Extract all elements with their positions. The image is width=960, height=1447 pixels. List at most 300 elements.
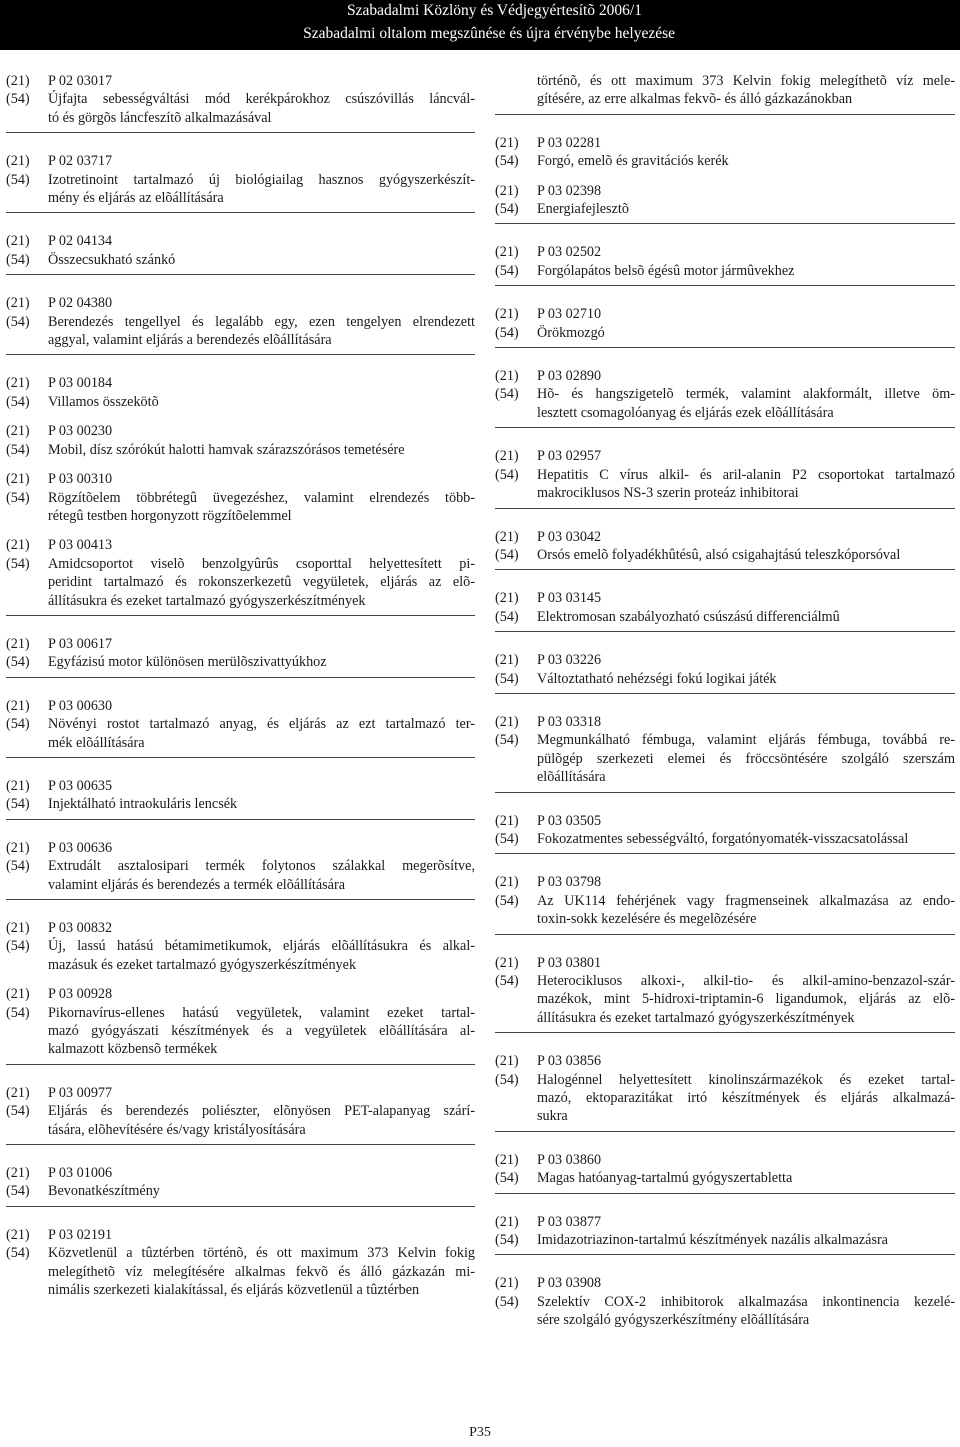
field-code: (21) <box>495 954 519 971</box>
section-divider <box>495 569 955 570</box>
patent-entry <box>6 697 475 752</box>
entry-line <box>6 573 475 591</box>
field-code: (21) <box>6 471 30 488</box>
entry-line <box>495 750 955 768</box>
field-code: (21) <box>6 986 30 1003</box>
field-code: (21) <box>495 306 519 323</box>
invention-title-line: Új, lassú hatású bétamimetikumok, eljárás elõállításukra és alkal- <box>48 938 475 955</box>
entry-line <box>495 830 955 848</box>
field-code: (21) <box>495 368 519 385</box>
field-code: (54) <box>6 716 30 733</box>
page-header <box>0 0 960 50</box>
field-code: (21) <box>495 590 519 607</box>
entry-line <box>495 990 955 1008</box>
invention-title-line: Energiafejlesztõ <box>537 201 629 218</box>
invention-title-line: Az UK114 fehérjének vagy fragmenseinek alkalmazása az endo- <box>537 892 955 909</box>
field-code <box>6 1263 48 1281</box>
invention-title-line: állításukra és ezeket tartalmazó gyógyszerkészítmények <box>48 592 366 609</box>
page-number: P35 <box>469 1425 491 1440</box>
field-code: (54) <box>495 466 519 483</box>
field-code: (21) <box>6 295 30 312</box>
entry-line <box>6 109 475 127</box>
entry-line <box>6 331 475 349</box>
invention-title-line: Változtatható nehézségi fokú logikai játék <box>537 670 777 687</box>
field-code <box>495 990 537 1008</box>
invention-title-line: Egyfázisú motor különösen merülõszivattyúkhoz <box>48 654 327 671</box>
invention-title-line: Hõ- és hangszigetelõ termék, valamint alakformált, illetve öm- <box>537 386 955 403</box>
entry-line <box>495 873 955 891</box>
entry-line <box>6 697 475 715</box>
invention-title-line: Összecsukható szánkó <box>48 251 176 268</box>
entry-line <box>495 200 955 218</box>
field-code: (54) <box>495 608 519 625</box>
field-code <box>495 910 537 928</box>
entry-line <box>6 1022 475 1040</box>
patent-entry <box>495 367 955 422</box>
field-code <box>495 1107 537 1125</box>
section-divider <box>6 1064 475 1065</box>
field-code: (54) <box>6 393 30 410</box>
patent-entry <box>6 294 475 349</box>
patent-entry <box>495 1151 955 1188</box>
entry-line <box>495 182 955 200</box>
field-code: (21) <box>495 448 519 465</box>
patent-entry <box>495 651 955 688</box>
patent-entry <box>6 635 475 672</box>
entry-line <box>495 589 955 607</box>
invention-title-line: mék elõállítására <box>48 734 145 751</box>
invention-title-line: pülõgép szerkezeti elemei és fröccsöntésére szolgáló szerszám <box>537 750 955 767</box>
field-code: (21) <box>495 652 519 669</box>
invention-title-line: peridint tartalmazó és rokonszerkezetû vegyületek, eljárás az elõ- <box>48 574 475 591</box>
patent-entry <box>495 305 955 342</box>
field-code: (21) <box>6 920 30 936</box>
entry-line <box>6 1263 475 1281</box>
section-divider <box>6 274 475 275</box>
patent-entry <box>6 839 475 894</box>
entry-line <box>6 536 475 554</box>
invention-title-line: Bevonatkészítmény <box>48 1183 160 1200</box>
entry-line <box>6 232 475 250</box>
patent-entry <box>495 1052 955 1126</box>
field-code: (54) <box>6 1183 30 1200</box>
entry-line <box>495 262 955 280</box>
entry-line <box>495 812 955 830</box>
entry-line <box>6 919 475 937</box>
entry-line <box>495 1274 955 1292</box>
application-number: P 03 00832 <box>48 920 113 936</box>
field-code: (54) <box>495 973 519 989</box>
field-code: (54) <box>495 1170 519 1187</box>
entry-line <box>495 1151 955 1169</box>
field-code: (21) <box>6 635 30 652</box>
patent-entry <box>495 447 955 502</box>
entry-line <box>6 374 475 392</box>
entry-spacer <box>6 411 475 422</box>
field-code: (21) <box>6 1084 30 1101</box>
section-divider <box>495 631 955 632</box>
field-code: (54) <box>6 251 30 268</box>
section-divider <box>495 1193 955 1194</box>
section-divider <box>6 1206 475 1207</box>
field-code: (21) <box>6 423 30 440</box>
entry-line <box>495 1231 955 1249</box>
entry-line <box>6 470 475 488</box>
field-code: (21) <box>495 1213 519 1230</box>
invention-title-line: gítésére, az erre alkalmas fekvõ- és álló gázkazánokban <box>537 91 853 108</box>
entry-line <box>495 1089 955 1107</box>
section-divider <box>495 427 955 428</box>
application-number: P 03 03908 <box>537 1275 602 1292</box>
application-number: P 03 00184 <box>48 375 113 392</box>
section-divider <box>495 1254 955 1255</box>
field-code: (21) <box>495 134 519 151</box>
entry-line <box>6 489 475 507</box>
application-number: P 03 03042 <box>537 528 602 545</box>
entry-line <box>6 393 475 411</box>
invention-title-line: Halogénnel helyettesített kinolinszármazékok és ezeket tartal- <box>537 1071 955 1088</box>
field-code: (21) <box>6 1226 30 1243</box>
entry-line <box>6 1244 475 1262</box>
field-code <box>6 1022 48 1040</box>
entry-line <box>495 134 955 152</box>
invention-title-line: Imidazotriazinon-tartalmú készítmények nazális alkalmazásra <box>537 1232 888 1249</box>
invention-title-line: mény és eljárás az elõállítására <box>48 190 224 207</box>
field-code <box>495 484 537 502</box>
field-code: (54) <box>495 732 519 749</box>
entry-line <box>495 1169 955 1187</box>
application-number: P 03 02890 <box>537 368 602 385</box>
invention-title-line: Forgó, emelõ és gravitációs kerék <box>537 153 729 170</box>
entry-line <box>495 1213 955 1231</box>
entry-line <box>6 251 475 269</box>
entry-line <box>495 731 955 749</box>
invention-title-line: elõállítására <box>537 769 606 786</box>
section-divider <box>495 693 955 694</box>
invention-title-line: Szelektív COX-2 inhibitorok alkalmazása inkontinencia kezelé- <box>537 1293 955 1310</box>
invention-title-line: aggyal, valamint eljárás a berendezés elõállítására <box>48 332 332 349</box>
field-code: (21) <box>6 73 30 89</box>
field-code: (54) <box>6 938 30 955</box>
field-code <box>495 1089 537 1107</box>
field-code: (54) <box>6 441 30 458</box>
field-code: (54) <box>6 1245 30 1262</box>
invention-title-line: valamint eljárás és berendezés a termék elõállítására <box>48 876 345 893</box>
field-code: (54) <box>6 654 30 671</box>
application-number: P 03 03226 <box>537 652 602 669</box>
field-code: (54) <box>6 858 30 875</box>
section-divider <box>6 899 475 900</box>
section-divider <box>6 615 475 616</box>
entry-line <box>495 243 955 261</box>
field-code <box>6 1121 48 1139</box>
field-code: (54) <box>495 546 519 563</box>
patent-entry <box>6 1226 475 1300</box>
field-code <box>6 331 48 349</box>
entry-line <box>495 768 955 786</box>
field-code: (21) <box>495 528 519 545</box>
field-code: (54) <box>495 1293 519 1310</box>
field-code: (54) <box>495 153 519 170</box>
field-code: (54) <box>495 830 519 847</box>
section-divider <box>495 347 955 348</box>
invention-title-line: sukra <box>537 1108 568 1125</box>
field-code <box>495 750 537 768</box>
entry-line <box>6 839 475 857</box>
field-code: (54) <box>6 489 30 506</box>
application-number: P 03 02398 <box>537 182 602 199</box>
invention-title-line: Izotretinoint tartalmazó új biológiailag hasznos gyógyszerkészít- <box>48 171 475 188</box>
field-code <box>495 72 537 90</box>
field-code: (21) <box>495 1275 519 1292</box>
entry-line <box>6 653 475 671</box>
entry-line <box>6 734 475 752</box>
invention-title-line: melegíthetõ víz melegítésére alkalmas fekvõ és álló gázkazán mi- <box>48 1263 475 1280</box>
patent-entry <box>6 536 475 610</box>
application-number: P 02 04380 <box>48 295 113 312</box>
application-number: P 03 03856 <box>537 1053 602 1070</box>
section-divider <box>495 223 955 224</box>
entry-line <box>6 777 475 795</box>
field-code <box>6 876 48 894</box>
invention-title-line: Villamos összekötõ <box>48 393 159 410</box>
invention-title-line: Hepatitis C vírus alkil- és aril-alanin P2 csoportokat tartalmazó <box>537 466 955 483</box>
entry-line <box>495 608 955 626</box>
section-divider <box>495 1131 955 1132</box>
entry-line <box>495 972 955 990</box>
application-number: P 03 00635 <box>48 777 113 794</box>
application-number: P 03 00230 <box>48 423 113 440</box>
application-number: P 02 04134 <box>48 233 113 250</box>
invention-title-line: Örökmozgó <box>537 324 605 341</box>
section-divider <box>495 934 955 935</box>
application-number: P 03 00928 <box>48 986 113 1003</box>
entry-line <box>495 367 955 385</box>
entry-line <box>6 1281 475 1299</box>
field-code: (21) <box>495 1053 519 1070</box>
entry-line <box>6 956 475 974</box>
section-divider <box>6 677 475 678</box>
entry-line <box>495 1052 955 1070</box>
invention-title-line: makrociklusos NS-3 szerin proteáz inhibitorai <box>537 485 799 502</box>
application-number: P 03 03798 <box>537 874 602 891</box>
application-number: P 03 00977 <box>48 1084 113 1101</box>
entry-line <box>6 1121 475 1139</box>
entry-line <box>6 592 475 610</box>
invention-title-line: történõ, és ott maximum 373 Kelvin fokig melegíthetõ víz mele- <box>537 73 955 89</box>
application-number: P 03 02191 <box>48 1226 113 1243</box>
section-divider <box>6 1144 475 1145</box>
patent-entry <box>6 470 475 525</box>
continued-entry <box>495 72 955 109</box>
patent-entry <box>495 1213 955 1250</box>
entry-spacer <box>6 974 475 985</box>
field-code: (21) <box>495 182 519 199</box>
patent-entry <box>6 1084 475 1139</box>
field-code <box>6 1040 48 1058</box>
invention-title-line: Rögzítõelem többrétegû üvegezéshez, valamint elrendezés több- <box>48 489 475 506</box>
invention-title-line: Amidcsoportot viselõ benzolgyûrûs csoporttal helyettesített pi- <box>48 555 475 572</box>
entry-line <box>495 1009 955 1027</box>
section-divider <box>495 792 955 793</box>
patent-entry <box>495 528 955 565</box>
field-code: (21) <box>495 1151 519 1168</box>
application-number: P 03 02502 <box>537 244 602 261</box>
field-code: (54) <box>6 91 30 108</box>
section-divider <box>495 508 955 509</box>
application-number: P 03 00413 <box>48 537 113 554</box>
entry-line <box>6 857 475 875</box>
patent-entry <box>495 873 955 928</box>
entry-line <box>495 1107 955 1125</box>
field-code: (21) <box>495 713 519 730</box>
entry-line <box>495 1311 955 1329</box>
field-code: (21) <box>6 233 30 250</box>
entry-line <box>6 171 475 189</box>
field-code: (21) <box>6 375 30 392</box>
application-number: P 03 03860 <box>537 1151 602 1168</box>
entry-line <box>495 484 955 502</box>
field-code <box>6 592 48 610</box>
left-column <box>6 72 475 1300</box>
entry-line <box>6 1102 475 1120</box>
invention-title-line: Heterociklusos alkoxi-, alkil-tio- és alkil-amino-benzazol-szár- <box>537 973 955 989</box>
field-code: (21) <box>6 1165 30 1182</box>
invention-title-line: kalmazott közbensõ termékek <box>48 1041 218 1058</box>
field-code: (21) <box>495 812 519 829</box>
patent-entry <box>6 72 475 127</box>
entry-line <box>6 313 475 331</box>
application-number: P 03 02281 <box>537 134 602 151</box>
invention-title-line: rétegû testben horgonyzott rögzítõelemmel <box>48 507 292 524</box>
right-column <box>495 72 955 1330</box>
application-number: P 03 02957 <box>537 448 602 465</box>
patent-entry <box>495 954 955 1028</box>
section-divider <box>6 819 475 820</box>
entry-line <box>6 72 475 90</box>
entry-line <box>495 152 955 170</box>
entry-line <box>495 447 955 465</box>
section-divider <box>495 285 955 286</box>
application-number: P 03 03318 <box>537 713 602 730</box>
invention-title-line: Pikornavírus-ellenes hatású vegyületek, valamint ezeket tartal- <box>48 1004 475 1021</box>
application-number: P 03 00617 <box>48 635 113 652</box>
invention-title-line: Forgólapátos belsõ égésû motor jármûvekhez <box>537 262 795 279</box>
section-divider <box>495 1032 955 1033</box>
entry-line <box>495 305 955 323</box>
patent-entry <box>6 422 475 459</box>
patent-entry <box>6 777 475 814</box>
patent-entry <box>495 243 955 280</box>
patent-entry <box>6 985 475 1059</box>
invention-title-line: Növényi rostot tartalmazó anyag, és eljárás az ezt tartalmazó ter- <box>48 716 475 733</box>
entry-line <box>6 715 475 733</box>
section-divider <box>6 757 475 758</box>
application-number: P 02 03717 <box>48 153 113 170</box>
field-code: (54) <box>6 1004 30 1021</box>
invention-title-line: Extrudált asztalosipari termék folytonos szálakkal megerõsítve, <box>48 858 475 875</box>
field-code: (54) <box>495 201 519 218</box>
entry-line <box>6 1040 475 1058</box>
invention-title-line: Berendezés tengellyel és legalább egy, ezen tengelyen elrendezett <box>48 313 475 330</box>
entry-line <box>6 1226 475 1244</box>
field-code: (54) <box>495 1232 519 1249</box>
field-code: (54) <box>495 670 519 687</box>
invention-title-line: mazékok, mint 5-hidroxi-triptamin-6 ligandumok, eljárás az elõ- <box>537 991 955 1008</box>
field-code <box>6 109 48 127</box>
entry-spacer <box>6 525 475 536</box>
field-code <box>495 90 537 108</box>
entry-line <box>495 1071 955 1089</box>
patent-entry <box>6 374 475 411</box>
entry-line <box>6 189 475 207</box>
field-code: (54) <box>6 171 30 188</box>
field-code <box>495 1009 537 1027</box>
field-code <box>495 1311 537 1329</box>
entry-line <box>6 635 475 653</box>
patent-entry <box>6 232 475 269</box>
entry-line <box>495 404 955 422</box>
entry-line <box>495 670 955 688</box>
entry-line <box>6 985 475 1003</box>
application-number: P 03 00310 <box>48 471 113 488</box>
entry-line <box>6 294 475 312</box>
entry-line <box>6 1084 475 1102</box>
entry-line <box>495 385 955 403</box>
entry-line <box>6 422 475 440</box>
invention-title-line: Mobil, dísz szórókút halotti hamvak szárazszórásos temetésére <box>48 441 405 458</box>
invention-title-line: Magas hatóanyag-tartalmú gyógyszertabletta <box>537 1170 793 1187</box>
entry-line <box>495 324 955 342</box>
invention-title-line: toxin-sokk kezelésére és megelõzésére <box>537 911 757 928</box>
entry-line <box>495 90 955 108</box>
application-number: P 03 03801 <box>537 954 602 971</box>
patent-entry <box>6 152 475 207</box>
entry-line <box>495 466 955 484</box>
field-code: (54) <box>6 555 30 572</box>
invention-title-line: mazó, ektoparazitákat irtó készítmények és eljárás alkalmazá- <box>537 1090 955 1107</box>
entry-line <box>6 555 475 573</box>
invention-title-line: Elektromosan szabályozható csúszású differenciálmû <box>537 608 840 625</box>
field-code <box>6 573 48 591</box>
field-code: (54) <box>495 1071 519 1088</box>
entry-line <box>6 1182 475 1200</box>
patent-entry <box>495 812 955 849</box>
application-number: P 02 03017 <box>48 73 113 89</box>
section-title: Szabadalmi oltalom megszûnése és újra érvénybe helyezése <box>303 25 675 42</box>
patent-entry <box>495 1274 955 1329</box>
field-code <box>6 189 48 207</box>
invention-title-line: lesztett csomagolóanyag és eljárás ezek elõállítására <box>537 404 834 421</box>
invention-title-line: Újfajta sebességváltási mód kerékpárokhoz csúszóvillás láncvál- <box>48 91 475 108</box>
journal-title: Szabadalmi Közlöny és Védjegyértesítõ 2006/1 <box>346 2 642 19</box>
entry-line <box>6 1004 475 1022</box>
patent-entry <box>495 713 955 787</box>
application-number: P 03 03505 <box>537 812 602 829</box>
field-code: (54) <box>495 892 519 909</box>
field-code: (54) <box>6 1103 30 1120</box>
entry-line <box>6 1164 475 1182</box>
patent-entry <box>6 919 475 974</box>
entry-line <box>6 441 475 459</box>
entry-line <box>495 892 955 910</box>
entry-line <box>6 152 475 170</box>
application-number: P 03 03877 <box>537 1213 602 1230</box>
entry-line <box>6 90 475 108</box>
field-code: (54) <box>6 313 30 330</box>
section-divider <box>6 354 475 355</box>
field-code: (21) <box>6 839 30 856</box>
